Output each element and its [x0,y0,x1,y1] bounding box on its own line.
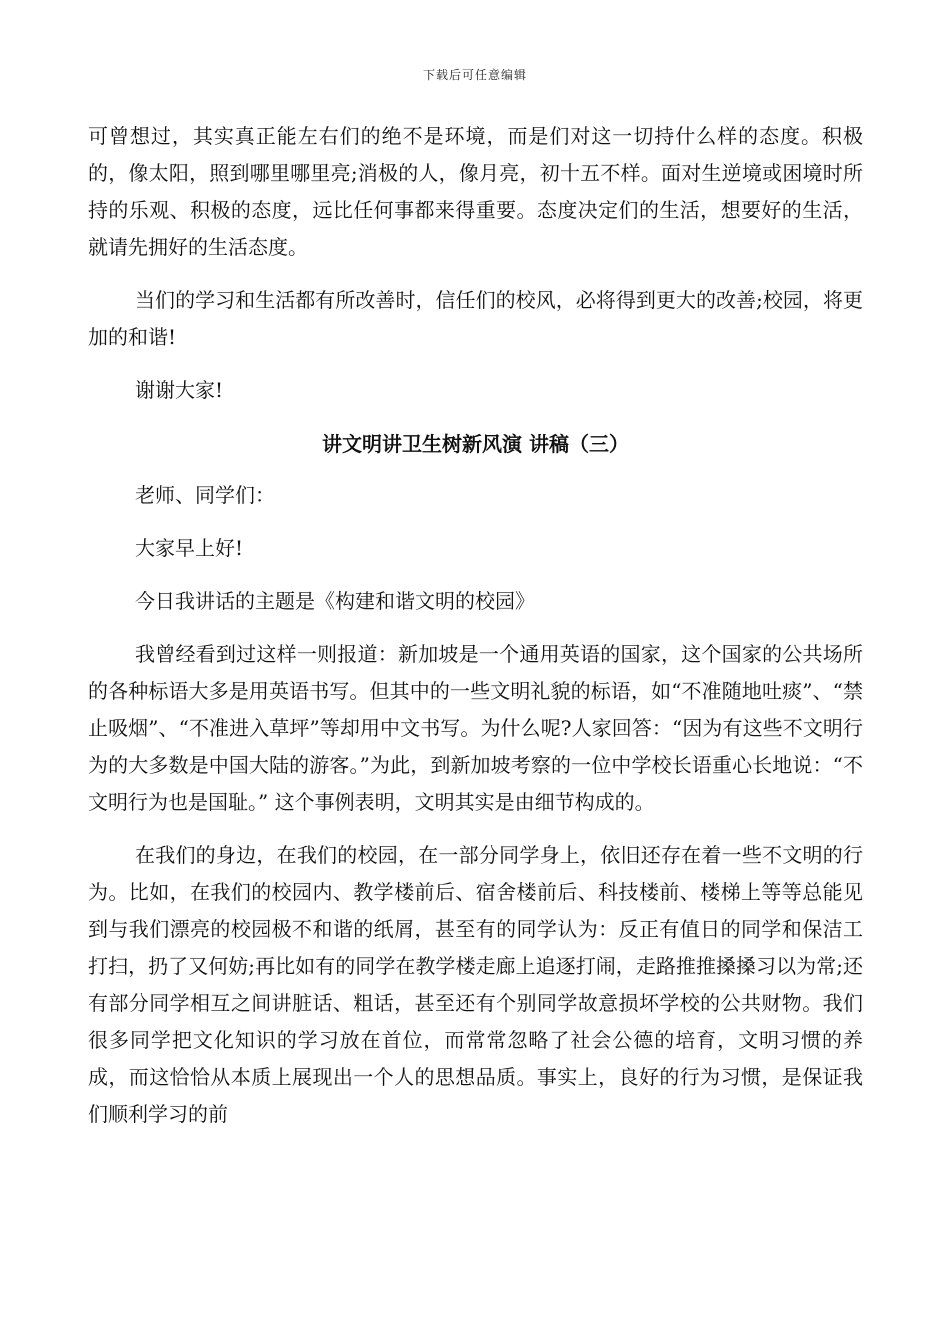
page-header: 下载后可任意编辑 [422,68,527,82]
intro-paragraph-2: 当们的学习和生活都有所改善时，信任们的校风，必将得到更大的改善;校园，将更加的和谐! [88,288,863,349]
body-paragraph-1: 我曾经看到过这样一则报道：新加坡是一个通用英语的国家，这个国家的公共场所的各种标语大多是用英语书写。但其中的一些文明礼貌的标语，如“不准随地吐痰”、“禁止吸烟”、“不准进入草坪”等却用中文书写。为什么呢?人家回答：“因为有这些不文明行为的大多数是中国大陆的游客。”为此，到新加坡考察的一位中学校长语重心长地说：“不文明行为也是国耻。” 这个事例表明，文明其实是由细节构成的。 [88,642,863,814]
speech-theme: 今日我讲话的主题是《构建和谐文明的校园》 [135,589,535,613]
morning-greeting: 大家早上好! [135,536,244,560]
body-paragraph-2: 在我们的身边，在我们的校园，在一部分同学身上，依旧还存在着一些不文明的行为。比如，在我们的校园内、教学楼前后、宿舍楼前后、科技楼前、楼梯上等等总能见到与我们漂亮的校园极不和谐的纸屑，甚至有的同学认为：反正有值日的同学和保洁工打扫，扔了又何妨;再比如有的同学在教学楼走廊上追逐打闹，走路推推搡搡习以为常;还有部分同学相互之间讲脏话、粗话，甚至还有个别同学故意损坏学校的公共财物。我们很多同学把文化知识的学习放在首位，而常常忽略了社会公德的培育，文明习惯的养成，而这恰恰从本质上展现出一个人的思想品质。事实上，良好的行为习惯，是保证我们顺利学习的前 [88,843,863,1126]
document-body [88,118,863,1149]
greeting: 老师、同学们： [135,483,275,507]
closing-thanks: 谢谢大家! [135,378,224,402]
intro-paragraph-1: 可曾想过，其实真正能左右们的绝不是环境，而是们对这一切持什么样的态度。积极的，像太阳，照到哪里哪里亮;消极的人，像月亮，初十五不样。面对生逆境或困境时所持的乐观、积极的态度，远比任何事都来得重要。态度决定们的生活，想要好的生活，就请先拥好的生活态度。 [88,124,863,259]
section-title: 讲文明讲卫生树新风演 讲稿（三） [322,432,629,456]
